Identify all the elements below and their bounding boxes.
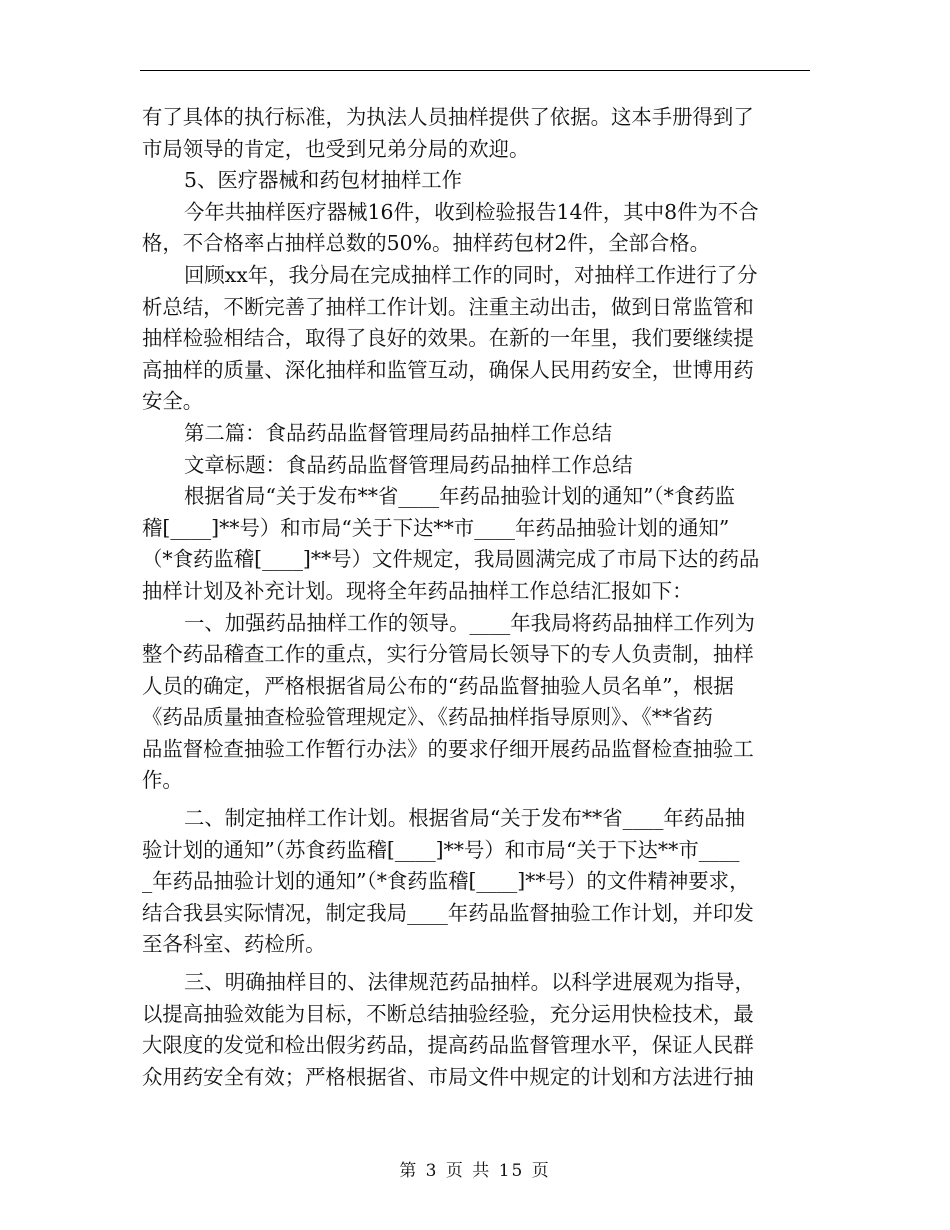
section-heading: 5、医疗器械和药包材抽样工作 bbox=[184, 168, 463, 193]
text-line: 格，不合格率占抽样总数的50%。抽样药包材2件，全部合格。 bbox=[142, 231, 711, 256]
text-line: 稽[____]**号）和市局“关于下达**市____年药品抽验计划的通知” bbox=[142, 515, 730, 540]
text-line: 品监督检查抽验工作暂行办法》的要求仔细开展药品监督检查抽验工 bbox=[142, 736, 754, 761]
text-line: 安全。 bbox=[142, 389, 204, 414]
text-line: 作。 bbox=[142, 768, 183, 793]
text-line: 人员的确定，严格根据省局公布的“药品监督抽验人员名单”，根据 bbox=[142, 673, 734, 698]
text-line: 今年共抽样医疗器械16件，收到检验报告14件，其中8件为不合 bbox=[184, 199, 759, 224]
text-line: 根据省局“关于发布**省____年药品抽验计划的通知”（*食药监 bbox=[184, 484, 735, 509]
text-line: 抽样检验相结合，取得了良好的效果。在新的一年里，我们要继续提 bbox=[142, 326, 754, 351]
text-line: 至各科室、药检所。 bbox=[142, 932, 326, 957]
text-line: 回顾xx年，我分局在完成抽样工作的同时，对抽样工作进行了分 bbox=[184, 262, 758, 287]
article-title: 文章标题：食品药品监督管理局药品抽样工作总结 bbox=[184, 452, 633, 477]
page-footer: 第 3 页 共 15 页 bbox=[399, 1161, 551, 1181]
text-line: 市局领导的肯定，也受到兄弟分局的欢迎。 bbox=[142, 136, 530, 161]
text-line: 抽样计划及补充计划。现将全年药品抽样工作总结汇报如下： bbox=[142, 578, 693, 603]
text-line: 高抽样的质量、深化抽样和监管互动，确保人民用药安全，世博用药 bbox=[142, 357, 754, 382]
text-line: 以提高抽验效能为目标，不断总结抽验经验，充分运用快检技术，最 bbox=[142, 1001, 754, 1026]
header-rule bbox=[140, 70, 810, 71]
text-line: 有了具体的执行标准，为执法人员抽样提供了依据。这本手册得到了 bbox=[142, 105, 754, 129]
text-line: 析总结，不断完善了抽样工作计划。注重主动出击，做到日常监管和 bbox=[142, 294, 754, 319]
text-line: 《药品质量抽查检验管理规定》、《药品抽样指导原则》、《**省药 bbox=[142, 705, 713, 730]
body-text bbox=[142, 102, 810, 1093]
text-line: 结合我县实际情况，制定我局____年药品监督抽验工作计划，并印发 bbox=[142, 900, 754, 925]
text-line: 众用药安全有效；严格根据省、市局文件中规定的计划和方法进行抽 bbox=[142, 1064, 754, 1089]
text-line: 三、明确抽样目的、法律规范药品抽样。以科学进展观为指导， bbox=[184, 970, 755, 995]
text-line: 一、加强药品抽样工作的领导。____年我局将药品抽样工作列为 bbox=[184, 610, 755, 635]
text-line: 大限度的发觉和检出假劣药品，提高药品监督管理水平，保证人民群 bbox=[142, 1033, 754, 1058]
text-line: 二、制定抽样工作计划。根据省局“关于发布**省____年药品抽 bbox=[184, 806, 745, 831]
text-line: （*食药监稽[____]**号）文件规定，我局圆满完成了市局下达的药品 bbox=[142, 547, 760, 572]
text-line: 整个药品稽查工作的重点，实行分管局长领导下的专人负责制，抽样 bbox=[142, 642, 754, 667]
text-line: _年药品抽验计划的通知”（*食药监稽[____]**号）的文件精神要求， bbox=[142, 869, 750, 894]
text-line: 验计划的通知”（苏食药监稽[____]**号）和市局“关于下达**市____ bbox=[142, 837, 740, 862]
chapter-title: 第二篇：食品药品监督管理局药品抽样工作总结 bbox=[184, 420, 613, 445]
